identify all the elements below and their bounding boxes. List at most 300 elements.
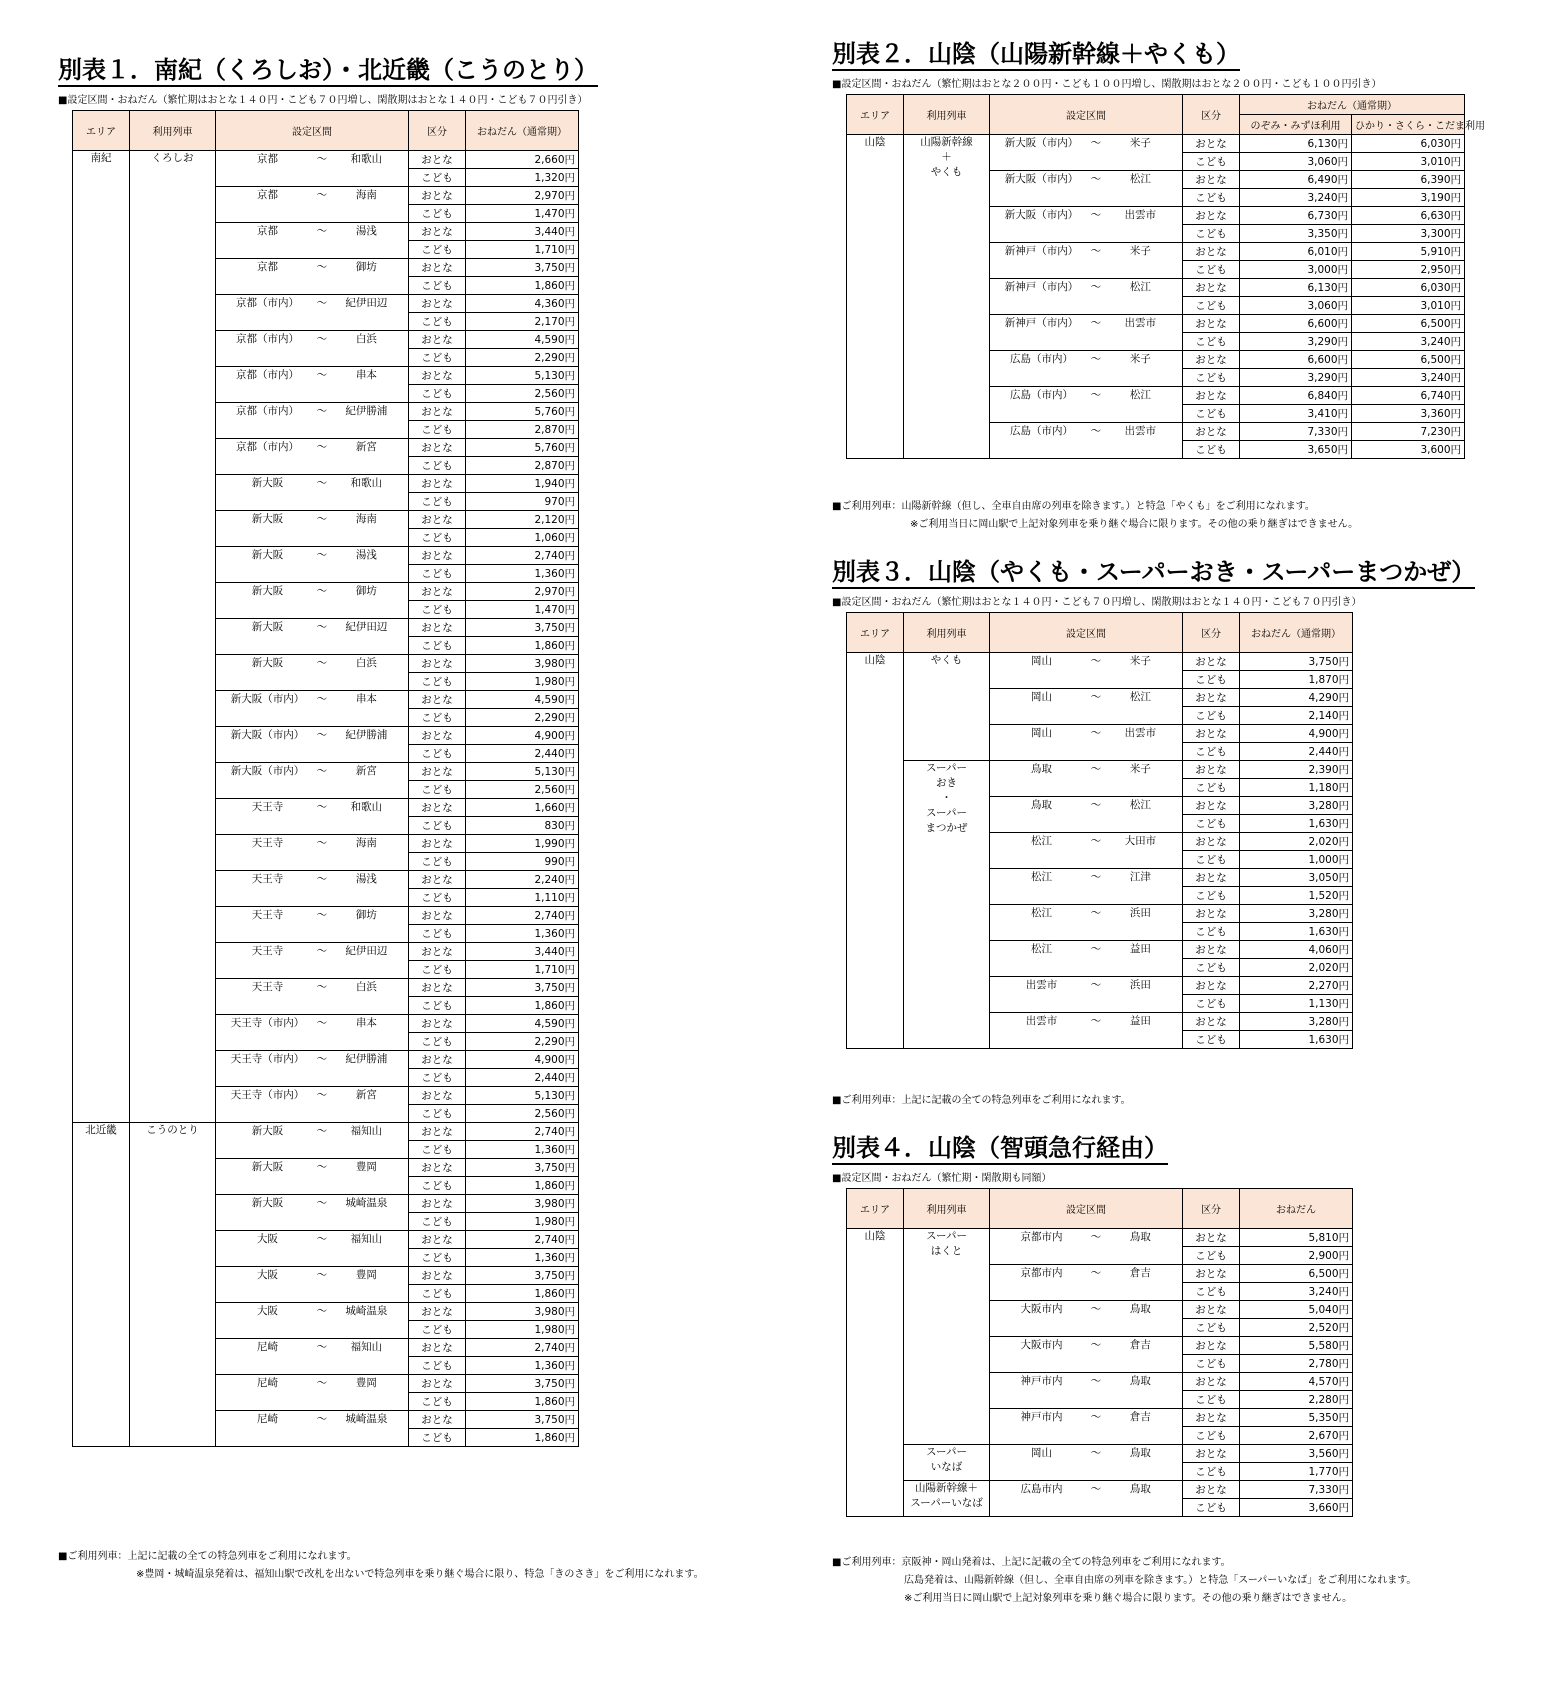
tilde: ～ — [316, 801, 328, 813]
fare-adult-hikari: 5,910円 — [1352, 243, 1465, 261]
fare-adult-hikari: 6,500円 — [1352, 315, 1465, 333]
fare-child: 1,360円 — [466, 1357, 579, 1375]
section-cell — [990, 387, 1183, 423]
table4-subtitle: ■設定区間・おねだん（繁忙期・閑散期も同額） — [832, 1173, 1052, 1184]
section-box — [993, 1301, 1179, 1316]
section-box — [219, 511, 405, 526]
header-cell: 設定区間 — [990, 613, 1183, 653]
origin-station: 天王寺（市内） — [230, 1017, 305, 1029]
fare-adult: 2,970円 — [466, 583, 579, 601]
category-adult: おとな — [409, 1303, 466, 1321]
category-adult: おとな — [409, 1267, 466, 1285]
fare-child: 1,980円 — [466, 673, 579, 691]
fare-child: 1,630円 — [1240, 815, 1353, 833]
table-row — [847, 761, 1353, 779]
section-box — [993, 1409, 1179, 1424]
tilde: ～ — [1090, 389, 1102, 401]
category-adult: おとな — [409, 259, 466, 277]
train-cell: スーパー おき ・ スーパー まつかぜ — [904, 761, 990, 1049]
tilde: ～ — [316, 261, 328, 273]
fare-adult: 2,660円 — [466, 151, 579, 169]
table-row — [73, 1123, 579, 1141]
section-cell — [216, 439, 409, 475]
section-cell — [216, 475, 409, 511]
fare-adult: 3,560円 — [1240, 1445, 1353, 1463]
destination-station: 新宮 — [355, 765, 377, 777]
destination-station: 城崎温泉 — [345, 1413, 388, 1425]
destination-station: 松江 — [1129, 173, 1151, 185]
tilde: ～ — [316, 189, 328, 201]
fare-child: 2,440円 — [466, 745, 579, 763]
origin-station: 新大阪（市内） — [230, 729, 305, 741]
section-box — [219, 259, 405, 274]
destination-station: 鳥取 — [1129, 1231, 1151, 1243]
section-cell — [216, 1375, 409, 1411]
fare-adult: 2,120円 — [466, 511, 579, 529]
category-adult: おとな — [1183, 725, 1240, 743]
fare-child: 1,860円 — [466, 1393, 579, 1411]
category-adult: おとな — [1183, 761, 1240, 779]
section-cell — [990, 423, 1183, 459]
fare-adult: 5,760円 — [466, 439, 579, 457]
section-box — [219, 799, 405, 814]
section-box — [993, 315, 1179, 330]
tilde: ～ — [316, 981, 328, 993]
destination-station: 海南 — [355, 837, 377, 849]
fare-adult: 4,060円 — [1240, 941, 1353, 959]
section-box — [219, 1303, 405, 1318]
fare-child: 1,360円 — [466, 565, 579, 583]
section-box — [219, 475, 405, 490]
category-adult: おとな — [409, 1231, 466, 1249]
fare-child: 1,710円 — [466, 241, 579, 259]
fare-adult: 3,280円 — [1240, 1013, 1353, 1031]
fare-child: 2,560円 — [466, 781, 579, 799]
category-adult: おとな — [1183, 977, 1240, 995]
category-adult: おとな — [409, 979, 466, 997]
destination-station: 浜田 — [1129, 979, 1151, 991]
fare-adult: 4,900円 — [1240, 725, 1353, 743]
destination-station: 和歌山 — [350, 477, 383, 489]
origin-station: 尼崎 — [257, 1413, 278, 1425]
category-child: こども — [1183, 333, 1240, 351]
origin-station: 出雲市 — [1025, 1015, 1058, 1027]
header-cell: おねだん（通常期） — [1240, 613, 1353, 653]
tilde: ～ — [316, 945, 328, 957]
category-adult: おとな — [1183, 315, 1240, 333]
section-box — [993, 279, 1179, 294]
fare-adult-nozomi: 6,600円 — [1240, 315, 1352, 333]
tilde: ～ — [316, 585, 328, 597]
tilde: ～ — [1090, 691, 1102, 703]
category-adult: おとな — [409, 835, 466, 853]
section-cell — [216, 295, 409, 331]
tilde: ～ — [1090, 1231, 1102, 1243]
fare-adult: 6,500円 — [1240, 1265, 1353, 1283]
category-adult: おとな — [1183, 387, 1240, 405]
category-child: こども — [1183, 1355, 1240, 1373]
category-child: こども — [409, 961, 466, 979]
section-box — [219, 1051, 405, 1066]
fare-adult: 1,940円 — [466, 475, 579, 493]
destination-station: 益田 — [1129, 1015, 1151, 1027]
section-box — [219, 223, 405, 238]
fare-adult: 4,590円 — [466, 331, 579, 349]
destination-station: 益田 — [1129, 943, 1151, 955]
tilde: ～ — [316, 1269, 328, 1281]
fare-adult: 4,900円 — [466, 1051, 579, 1069]
tilde: ～ — [316, 297, 328, 309]
section-cell — [990, 1409, 1183, 1445]
category-child: こども — [409, 1429, 466, 1447]
train-cell: くろしお — [130, 151, 216, 1123]
fare-child: 2,520円 — [1240, 1319, 1353, 1337]
tilde: ～ — [316, 729, 328, 741]
fare-child: 1,360円 — [466, 925, 579, 943]
category-adult: おとな — [409, 1411, 466, 1429]
section-box — [993, 243, 1179, 258]
category-child: こども — [1183, 1247, 1240, 1265]
section-cell — [990, 977, 1183, 1013]
section-cell — [216, 187, 409, 223]
category-adult: おとな — [1183, 1301, 1240, 1319]
section-box — [993, 833, 1179, 848]
fare-adult: 3,750円 — [466, 1411, 579, 1429]
destination-station: 紀伊勝浦 — [345, 729, 388, 741]
area-cell: 山陰 — [847, 653, 904, 1049]
fare-adult: 3,750円 — [466, 259, 579, 277]
category-adult: おとな — [409, 1015, 466, 1033]
fare-child-nozomi: 3,060円 — [1240, 153, 1352, 171]
category-adult: おとな — [409, 367, 466, 385]
destination-station: 浜田 — [1129, 907, 1151, 919]
category-child: こども — [1183, 1391, 1240, 1409]
section-box — [219, 403, 405, 418]
origin-station: 尼崎 — [257, 1341, 278, 1353]
tilde: ～ — [1090, 1483, 1102, 1495]
fare-child-hikari: 3,240円 — [1352, 369, 1465, 387]
table2-note-1: ■ご利用列車：山陽新幹線（但し、全車自由席の列車を除きます。）と特急「やくも」をご利用になれます。 — [832, 501, 1315, 512]
destination-station: 白浜 — [355, 333, 377, 345]
category-child: こども — [1183, 923, 1240, 941]
section-cell — [990, 869, 1183, 905]
destination-station: 米子 — [1129, 655, 1151, 667]
header-cell: 区分 — [1183, 95, 1240, 135]
section-cell — [990, 315, 1183, 351]
header-row — [847, 613, 1353, 653]
fare-adult: 2,740円 — [466, 1123, 579, 1141]
fare-adult: 7,330円 — [1240, 1481, 1353, 1499]
train-cell: こうのとり — [130, 1123, 216, 1447]
category-child: こども — [409, 673, 466, 691]
section-cell — [216, 835, 409, 871]
section-cell — [216, 1159, 409, 1195]
table4-note-3: ※ご利用当日に岡山駅で上記対象列車を乗り継ぐ場合に限ります。その他の乗り継ぎはできません。 — [904, 1593, 1353, 1604]
origin-station: 新大阪 — [251, 657, 284, 669]
tilde: ～ — [1090, 1339, 1102, 1351]
section-cell — [216, 1411, 409, 1447]
tilde: ～ — [316, 837, 328, 849]
category-adult: おとな — [409, 871, 466, 889]
category-child: こども — [409, 1285, 466, 1303]
header-cell: エリア — [847, 95, 904, 135]
category-child: こども — [1183, 189, 1240, 207]
section-cell — [216, 871, 409, 907]
fare-child-nozomi: 3,290円 — [1240, 333, 1352, 351]
fare-adult-hikari: 7,230円 — [1352, 423, 1465, 441]
fare-child: 1,110円 — [466, 889, 579, 907]
origin-station: 神戸市内 — [1020, 1411, 1063, 1423]
section-box — [993, 423, 1179, 438]
category-child: こども — [409, 169, 466, 187]
origin-station: 鳥取 — [1031, 799, 1052, 811]
section-cell — [990, 1481, 1183, 1517]
origin-station: 天王寺 — [251, 909, 284, 921]
origin-station: 京都 — [257, 261, 278, 273]
table1-note-1: ■ご利用列車：上記に記載の全ての特急列車をご利用になれます。 — [58, 1551, 357, 1562]
table4-notes — [832, 1554, 1416, 1608]
tilde: ～ — [316, 1413, 328, 1425]
category-adult: おとな — [409, 1123, 466, 1141]
fare-adult-hikari: 6,740円 — [1352, 387, 1465, 405]
section-cell — [216, 1267, 409, 1303]
table2 — [846, 94, 1485, 459]
fare-child: 1,060円 — [466, 529, 579, 547]
category-adult: おとな — [409, 1159, 466, 1177]
destination-station: 串本 — [355, 1017, 377, 1029]
fare-child-nozomi: 3,650円 — [1240, 441, 1352, 459]
section-box — [993, 689, 1179, 704]
tilde: ～ — [316, 1161, 328, 1173]
section-cell — [216, 1051, 409, 1087]
tilde: ～ — [1090, 281, 1102, 293]
origin-station: 新大阪 — [251, 585, 284, 597]
fare-child: 2,560円 — [466, 1105, 579, 1123]
section-box — [219, 835, 405, 850]
category-child: こども — [409, 457, 466, 475]
category-adult: おとな — [409, 943, 466, 961]
table1-subtitle: ■設定区間・おねだん（繁忙期はおとな１４０円・こども７０円増し、閑散期はおとな１４０円・こども７０円引き） — [58, 95, 588, 106]
fare-child: 970円 — [466, 493, 579, 511]
origin-station: 広島（市内） — [1010, 353, 1073, 365]
origin-station: 新大阪 — [251, 1161, 284, 1173]
destination-station: 城崎温泉 — [345, 1197, 388, 1209]
tilde: ～ — [316, 1053, 328, 1065]
section-cell — [216, 1339, 409, 1375]
category-child: こども — [409, 817, 466, 835]
header-row — [847, 1189, 1353, 1229]
fare-adult-nozomi: 6,730円 — [1240, 207, 1352, 225]
fare-child: 1,860円 — [466, 1177, 579, 1195]
fare-child: 3,660円 — [1240, 1499, 1353, 1517]
section-cell — [216, 763, 409, 799]
destination-station: 豊岡 — [355, 1161, 377, 1173]
destination-station: 串本 — [355, 369, 377, 381]
origin-station: 天王寺 — [251, 945, 284, 957]
fare-child: 1,470円 — [466, 205, 579, 223]
header-cell: 利用列車 — [130, 111, 216, 151]
section-box — [219, 1339, 405, 1354]
section-cell — [990, 761, 1183, 797]
tilde: ～ — [316, 1197, 328, 1209]
fare-adult: 5,130円 — [466, 763, 579, 781]
origin-station: 岡山 — [1031, 727, 1052, 739]
section-cell — [216, 655, 409, 691]
fare-child: 1,630円 — [1240, 923, 1353, 941]
category-child: こども — [409, 277, 466, 295]
fare-child: 2,140円 — [1240, 707, 1353, 725]
fare-child: 2,560円 — [466, 385, 579, 403]
category-adult: おとな — [1183, 1337, 1240, 1355]
category-adult: おとな — [409, 799, 466, 817]
category-child: こども — [409, 1177, 466, 1195]
tilde: ～ — [1090, 425, 1102, 437]
tilde: ～ — [1090, 943, 1102, 955]
section-cell — [990, 833, 1183, 869]
section-box — [219, 331, 405, 346]
section-box — [993, 725, 1179, 740]
section-box — [219, 151, 405, 166]
category-child: こども — [409, 1321, 466, 1339]
fare-adult: 3,980円 — [466, 655, 579, 673]
origin-station: 新大阪（市内） — [1004, 209, 1079, 221]
header-row — [73, 111, 579, 151]
fare-adult: 5,810円 — [1240, 1229, 1353, 1247]
fare-adult-hikari: 6,630円 — [1352, 207, 1465, 225]
section-box — [219, 871, 405, 886]
section-box — [219, 1015, 405, 1030]
tilde: ～ — [316, 441, 328, 453]
category-adult: おとな — [1183, 1229, 1240, 1247]
section-cell — [216, 547, 409, 583]
origin-station: 京都（市内） — [236, 405, 299, 417]
section-box — [993, 1337, 1179, 1352]
fare-adult: 3,280円 — [1240, 905, 1353, 923]
fare-child: 1,320円 — [466, 169, 579, 187]
origin-station: 広島（市内） — [1010, 389, 1073, 401]
destination-station: 松江 — [1129, 389, 1151, 401]
fare-adult: 5,760円 — [466, 403, 579, 421]
destination-station: 出雲市 — [1124, 425, 1157, 437]
train-cell: スーパー いなば — [904, 1445, 990, 1481]
tilde: ～ — [316, 1341, 328, 1353]
fare-adult: 5,580円 — [1240, 1337, 1353, 1355]
fare-adult-hikari: 6,030円 — [1352, 279, 1465, 297]
destination-station: 米子 — [1129, 245, 1151, 257]
fare-child-nozomi: 3,000円 — [1240, 261, 1352, 279]
origin-station: 天王寺（市内） — [230, 1053, 305, 1065]
origin-station: 大阪 — [257, 1269, 278, 1281]
category-child: こども — [409, 925, 466, 943]
category-adult: おとな — [1183, 207, 1240, 225]
fare-child: 2,290円 — [466, 1033, 579, 1051]
fare-adult-nozomi: 6,010円 — [1240, 243, 1352, 261]
category-child: こども — [409, 1393, 466, 1411]
category-adult: おとな — [1183, 135, 1240, 153]
fare-adult-nozomi: 6,130円 — [1240, 279, 1352, 297]
tilde: ～ — [316, 513, 328, 525]
fare-child: 830円 — [466, 817, 579, 835]
origin-station: 天王寺 — [251, 801, 284, 813]
tilde: ～ — [1090, 871, 1102, 883]
fare-adult-nozomi: 6,130円 — [1240, 135, 1352, 153]
destination-station: 和歌山 — [350, 801, 383, 813]
destination-station: 御坊 — [355, 909, 377, 921]
section-cell — [216, 1015, 409, 1051]
section-cell — [990, 135, 1183, 171]
origin-station: 京都 — [257, 153, 278, 165]
header-cell: エリア — [73, 111, 130, 151]
tilde: ～ — [1090, 979, 1102, 991]
section-cell — [990, 905, 1183, 941]
category-adult: おとな — [1183, 423, 1240, 441]
origin-station: 新大阪 — [251, 621, 284, 633]
section-cell — [216, 907, 409, 943]
header-cell: ひかり・さくら・こだま利用 — [1352, 115, 1465, 135]
header-cell: おねだん（通常期） — [1240, 95, 1465, 115]
header-cell: 設定区間 — [216, 111, 409, 151]
section-cell — [990, 243, 1183, 279]
category-adult: おとな — [1183, 653, 1240, 671]
tilde: ～ — [316, 657, 328, 669]
origin-station: 神戸市内 — [1020, 1375, 1063, 1387]
area-cell: 山陰 — [847, 135, 904, 459]
destination-station: 出雲市 — [1124, 209, 1157, 221]
fare-child: 2,780円 — [1240, 1355, 1353, 1373]
header-cell: 区分 — [409, 111, 466, 151]
fare-child: 2,440円 — [1240, 743, 1353, 761]
category-child: こども — [409, 1357, 466, 1375]
fare-child: 1,470円 — [466, 601, 579, 619]
category-adult: おとな — [1183, 1013, 1240, 1031]
fare-child-hikari: 3,010円 — [1352, 297, 1465, 315]
fare-adult: 2,740円 — [466, 1339, 579, 1357]
table-row — [847, 653, 1353, 671]
header-cell: エリア — [847, 613, 904, 653]
section-cell — [990, 1265, 1183, 1301]
section-box — [993, 351, 1179, 366]
fare-child-hikari: 3,240円 — [1352, 333, 1465, 351]
section-box — [219, 1195, 405, 1210]
section-cell — [990, 941, 1183, 977]
section-cell — [216, 619, 409, 655]
origin-station: 京都（市内） — [236, 369, 299, 381]
section-box — [219, 1159, 405, 1174]
category-adult: おとな — [409, 1195, 466, 1213]
section-box — [993, 1445, 1179, 1460]
area-cell: 北近畿 — [73, 1123, 130, 1447]
fare-child: 1,360円 — [466, 1141, 579, 1159]
train-cell: 山陽新幹線＋ スーパーいなば — [904, 1481, 990, 1517]
category-child: こども — [409, 241, 466, 259]
tilde: ～ — [316, 1017, 328, 1029]
destination-station: 倉吉 — [1129, 1267, 1151, 1279]
category-child: こども — [409, 529, 466, 547]
table2-subtitle: ■設定区間・おねだん（繁忙期はおとな２００円・こども１００円増し、閑散期はおとな２００円・こども１００円引き） — [832, 79, 1382, 90]
destination-station: 海南 — [355, 513, 377, 525]
fare-child: 1,520円 — [1240, 887, 1353, 905]
origin-station: 天王寺 — [251, 873, 284, 885]
fare-child: 2,670円 — [1240, 1427, 1353, 1445]
origin-station: 岡山 — [1031, 691, 1052, 703]
fare-child: 2,870円 — [466, 457, 579, 475]
fare-child: 2,280円 — [1240, 1391, 1353, 1409]
section-box — [993, 653, 1179, 668]
fare-child: 1,980円 — [466, 1213, 579, 1231]
tilde: ～ — [1090, 655, 1102, 667]
fare-adult: 1,660円 — [466, 799, 579, 817]
category-child: こども — [1183, 1427, 1240, 1445]
